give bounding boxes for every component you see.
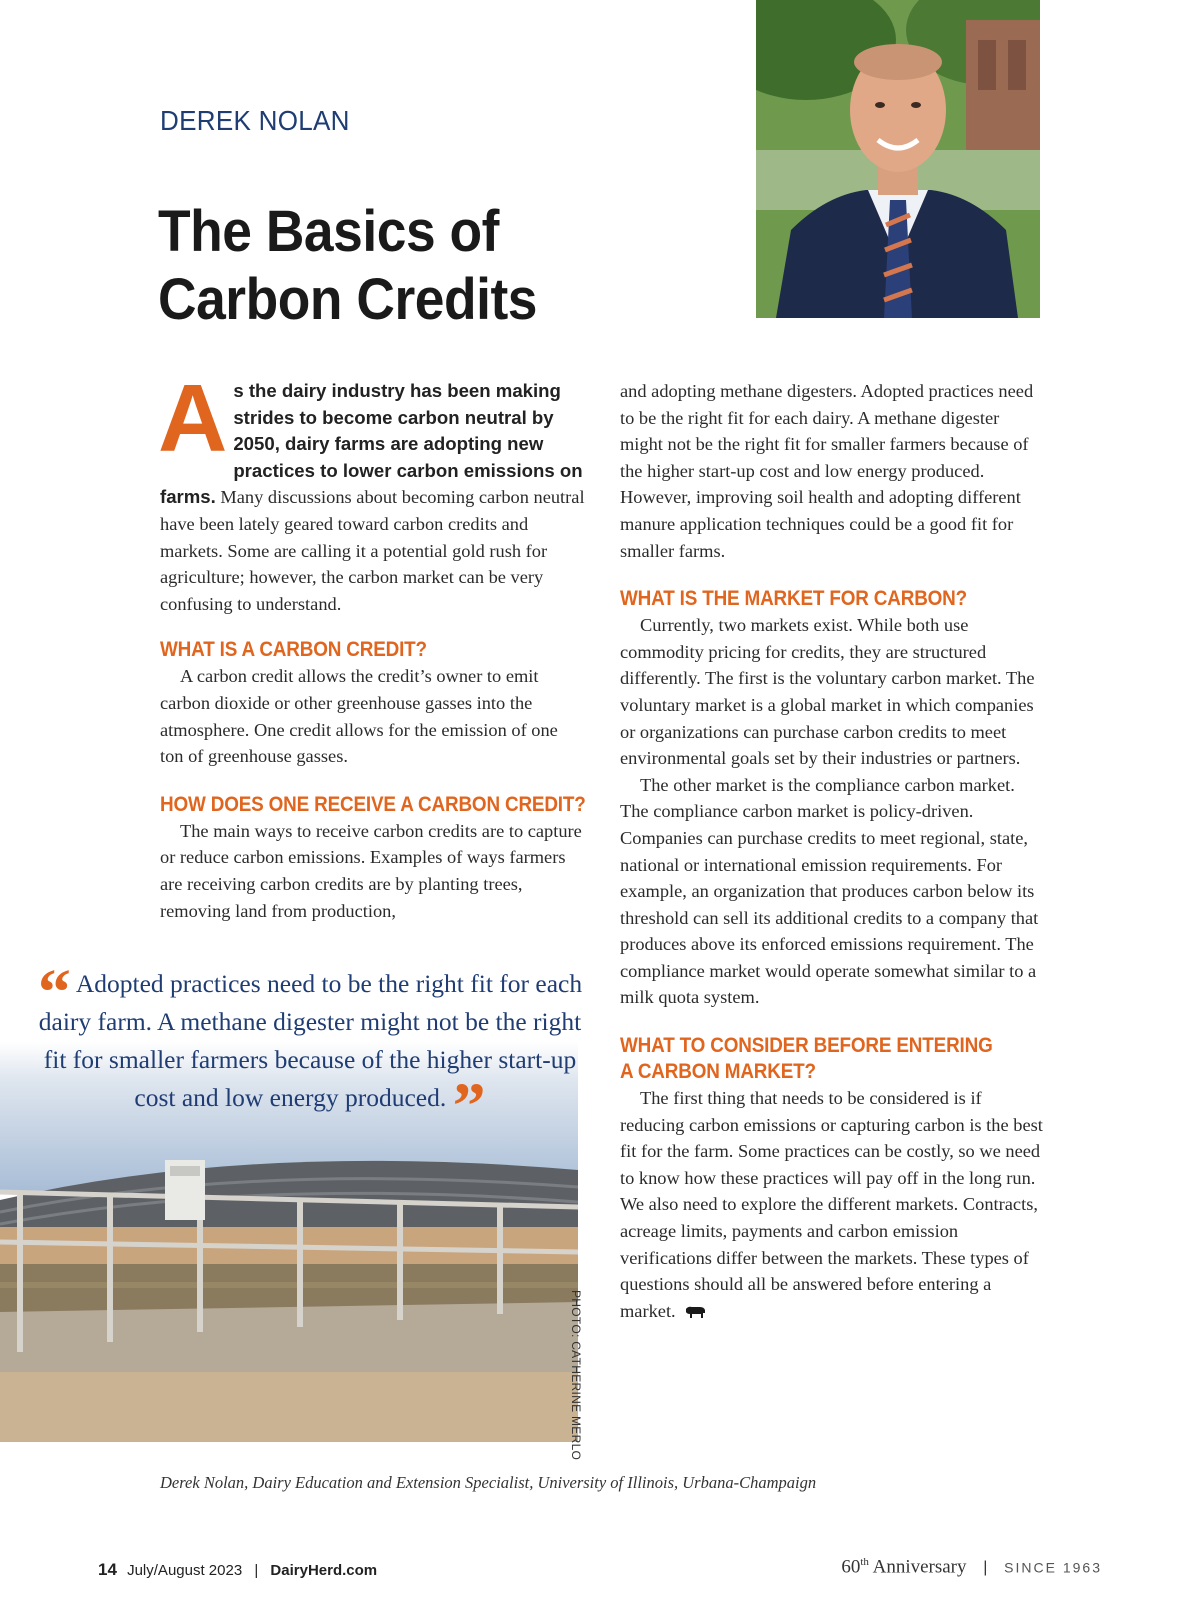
heading-what-is-credit: WHAT IS A CARBON CREDIT?: [160, 638, 427, 662]
heading-market-for-carbon: WHAT IS THE MARKET FOR CARBON?: [620, 587, 968, 611]
photo-credit: PHOTO: CATHERINE MERLO: [569, 1290, 583, 1461]
anniversary-number: 60: [841, 1556, 861, 1578]
title-line-1: The Basics of: [158, 199, 499, 264]
right-column: [620, 378, 1045, 1324]
page-number: 14: [98, 1560, 117, 1579]
pull-quote: [30, 956, 590, 1143]
author-name: DEREK NOLAN: [160, 105, 350, 136]
paragraph-continued: and adopting methane digesters. Adopted practices need to be the right fit for each dairy. A methane digester might not be the right fit for smaller farmers because of the higher start-up cost and low energy produced. However, improving soil health and adopting different manure application techniques could be a good fit for smaller farms.: [620, 381, 1034, 561]
left-column: [158, 365, 586, 924]
footer-left: [98, 1560, 377, 1580]
issue-date: July/August 2023: [127, 1562, 243, 1579]
paragraph-market-1: Currently, two markets exist. While both use commodity pricing for credits, they are structured differently. The first is the voluntary carbon market. The voluntary market is a global market in which companies or organizations can purchase carbon credits to meet environmental goals set by their industries or partners.: [620, 615, 1035, 769]
article-title: [158, 198, 636, 334]
title-line-2: Carbon Credits: [158, 267, 537, 332]
close-quote-mark: ”: [452, 1070, 486, 1143]
footer-separator: |: [254, 1562, 259, 1579]
intro-lead: s the dairy industry has been making strides to become carbon neutral by 2050, dairy farms are adopting new practices to lower carbon emissions on farms.: [160, 380, 583, 508]
intro-paragraph: [158, 365, 585, 617]
author-bio: Derek Nolan, Dairy Education and Extension Specialist, University of Illinois, Urbana-Champaign: [160, 1473, 817, 1492]
footer-right: [841, 1556, 1102, 1578]
heading-consider-line-2: A CARBON MARKET?: [620, 1060, 816, 1084]
drop-cap: A: [158, 365, 228, 472]
anniversary-label: Anniversary: [872, 1556, 967, 1578]
paragraph-consider-text: The first thing that needs to be considered is if reducing carbon emissions or capturing carbon is the best fit for the farm. Some practices can be costly, so we need to know how these practices will pay off in the long run. We also need to explore the different markets. Contracts, acreage limits, payments and carbon emission verifications differ between the markets. These types of questions should all be answered before entering a market.: [620, 1088, 1043, 1321]
heading-how-receive-credit: HOW DOES ONE RECEIVE A CARBON CREDIT?: [160, 792, 586, 816]
paragraph-consider: [620, 1085, 1045, 1324]
open-quote-mark: “: [37, 956, 71, 1029]
pull-quote-text: Adopted practices need to be the right fit for each dairy farm. A methane digester might not be the right fit for smaller farmers because of the higher start-up cost and low energy produced.: [38, 969, 583, 1112]
heading-consider-before-entering: [620, 1033, 1003, 1085]
site-link[interactable]: DairyHerd.com: [270, 1562, 378, 1579]
heading-consider-line-1: WHAT TO CONSIDER BEFORE ENTERING: [620, 1034, 993, 1058]
paragraph-what-is-credit: A carbon credit allows the credit’s owner to emit carbon dioxide or other greenhouse gasses into the atmosphere. One credit allows for the emission of one ton of greenhouse gasses.: [160, 666, 558, 767]
cow-icon: [684, 1305, 706, 1319]
since-label: SINCE 1963: [1004, 1559, 1102, 1576]
anniversary-suffix: th: [860, 1556, 869, 1568]
footer-right-separator: |: [983, 1559, 988, 1577]
author-portrait: [756, 0, 1040, 318]
intro-body: Many discussions about becoming carbon neutral have been lately geared toward carbon credits and markets. Some are calling it a potential gold rush for agriculture; however, the carbon market can be very confusing to understand.: [160, 487, 585, 614]
paragraph-market-2: The other market is the compliance carbon market. The compliance carbon market is policy-driven. Companies can purchase credits to meet regional, state, national or international emission requirements. For example, an organization that produces carbon below its threshold can sell its additional credits to a company that produces above its enforced emissions requirement. The compliance market would operate somewhat similar to a milk quota system.: [620, 774, 1039, 1008]
paragraph-how-receive-credit: The main ways to receive carbon credits are to capture or reduce carbon emissions. Examples of ways farmers are receiving carbon credits are by planting trees, removing land from production,: [160, 820, 582, 921]
